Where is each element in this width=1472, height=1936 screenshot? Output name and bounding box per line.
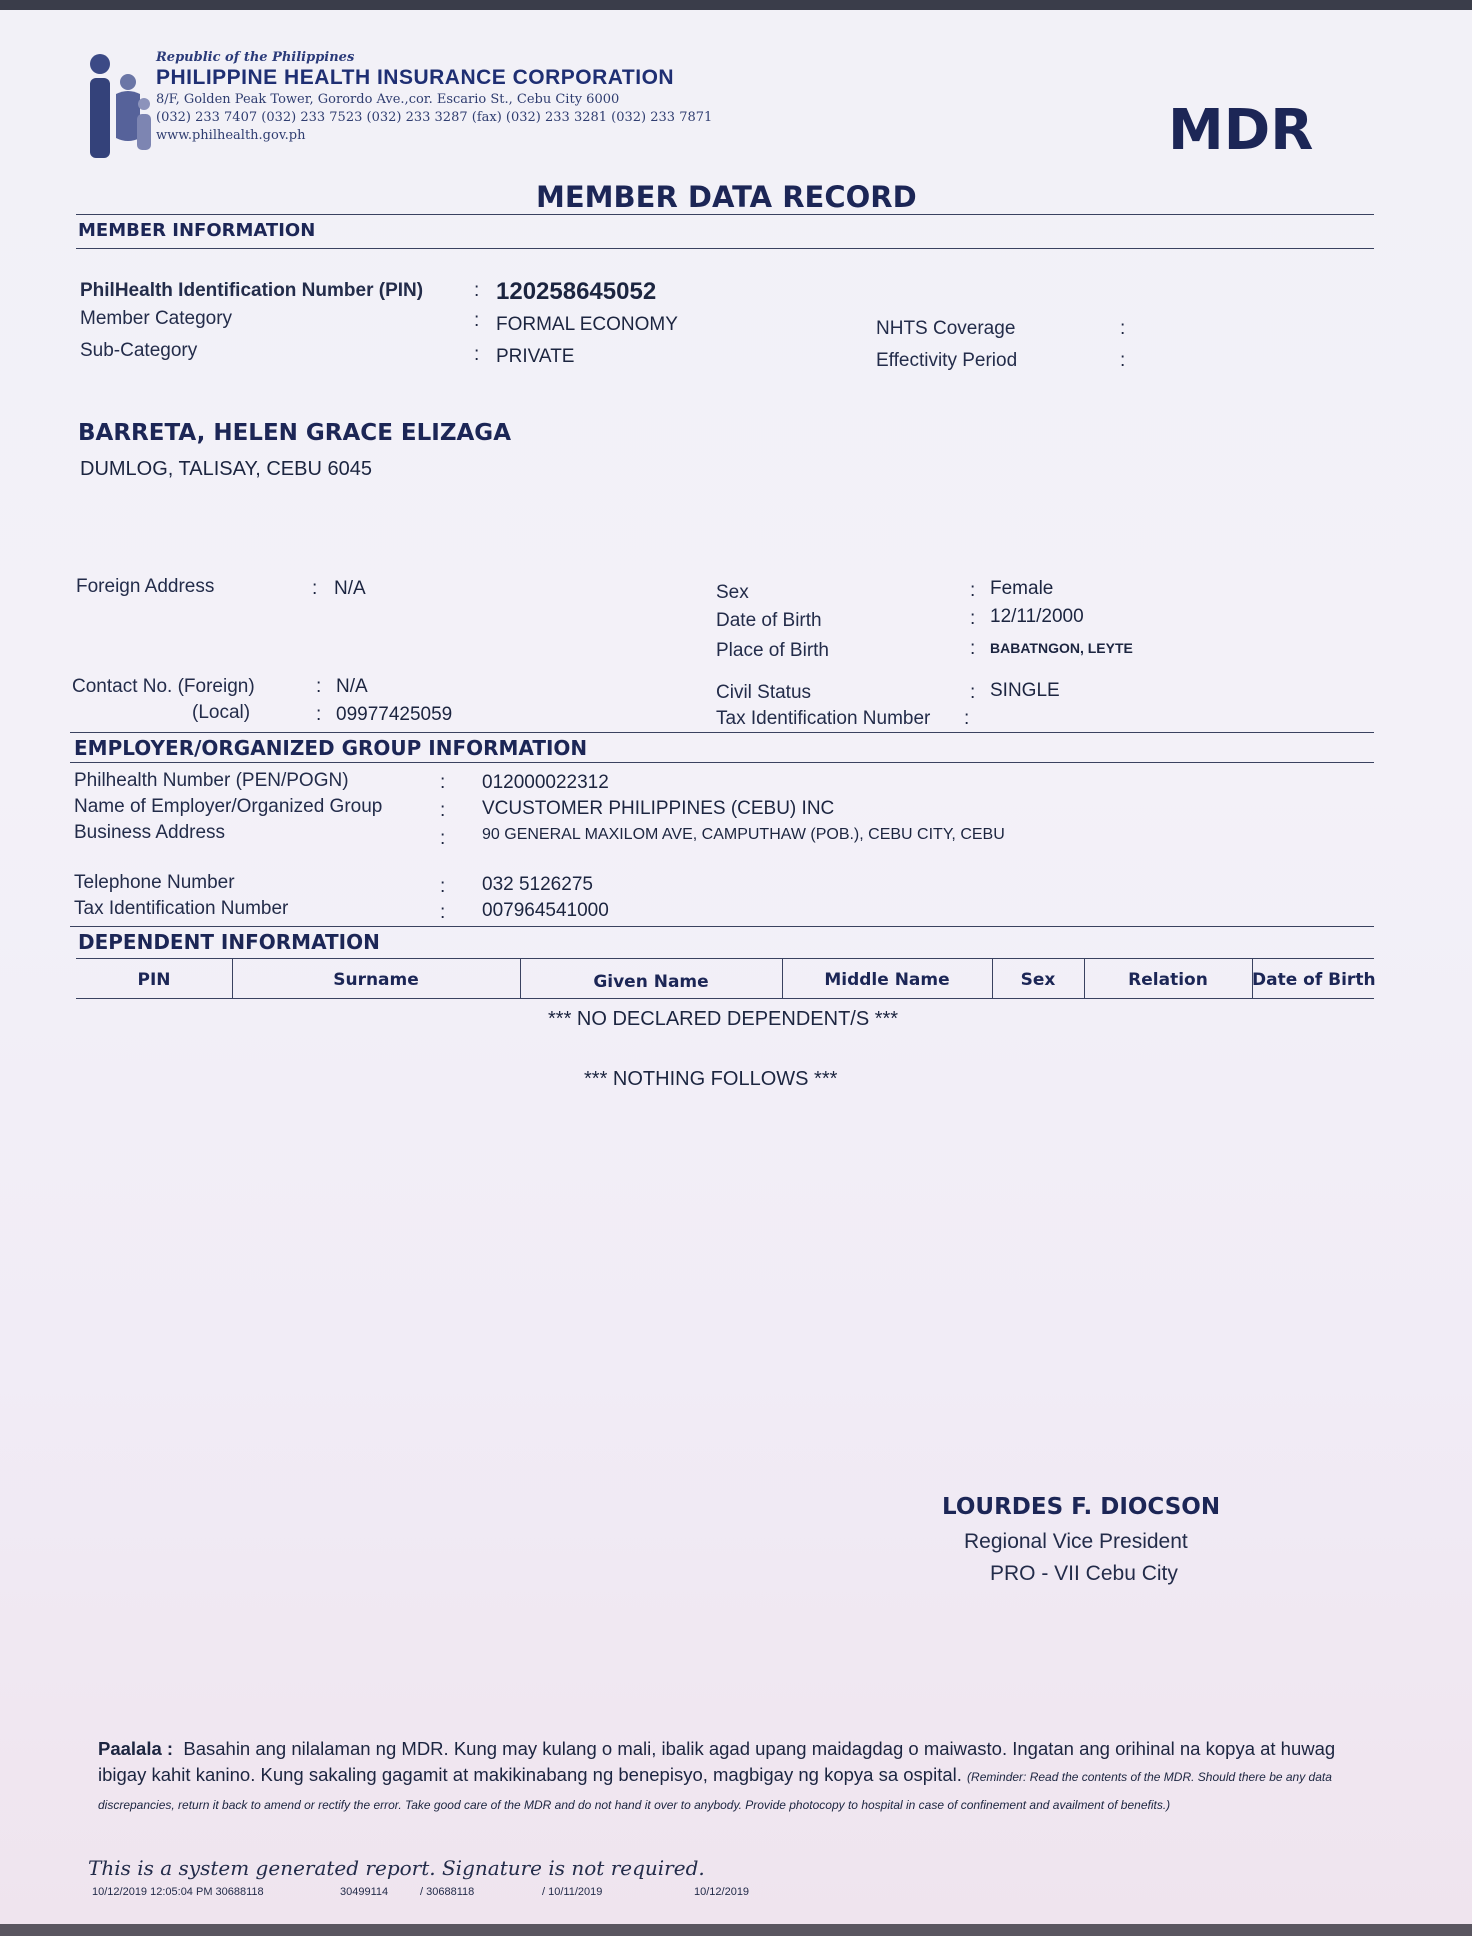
member-tin-label: Tax Identification Number [716, 708, 931, 729]
colon: : [440, 772, 446, 793]
table-border [76, 958, 1374, 959]
column-header-pin: PIN [137, 970, 171, 990]
trace-date: 10/12/2019 [694, 1886, 750, 1898]
colon: : [440, 800, 446, 821]
trace-timestamp: 10/12/2019 12:05:04 PM 30688118 [92, 1886, 264, 1898]
colon: : [970, 608, 976, 629]
foreign-address-value: N/A [334, 578, 366, 599]
column-header-sex: Sex [1020, 970, 1056, 990]
dob-value: 12/11/2000 [990, 606, 1084, 627]
column-header-date-of-birth: Date of Birth [1252, 970, 1376, 990]
colon: : [316, 676, 322, 697]
telephone-label: Telephone Number [74, 872, 235, 893]
civil-status-value: SINGLE [990, 680, 1060, 701]
signatory-office: PRO - VII Cebu City [990, 1562, 1178, 1585]
sex-label: Sex [716, 582, 749, 603]
divider [70, 762, 1374, 763]
colon: : [474, 280, 480, 301]
corporation-address: 8/F, Golden Peak Tower, Gorordo Ave.,cor. Escario St., Cebu City 6000 [156, 92, 620, 107]
colon: : [1120, 350, 1126, 371]
member-category-value: FORMAL ECONOMY [496, 314, 678, 335]
table-border [76, 998, 1374, 999]
colon: : [312, 578, 318, 599]
divider [70, 732, 1374, 733]
pob-label: Place of Birth [716, 640, 829, 661]
nhts-label: NHTS Coverage [876, 318, 1016, 339]
reminder-label: Paalala : [98, 1738, 174, 1759]
member-category-label: Member Category [80, 308, 233, 329]
colon: : [474, 344, 480, 365]
divider [70, 926, 1374, 927]
reminder-note [98, 1736, 1376, 1818]
column-header-middle-name: Middle Name [824, 970, 950, 990]
colon: : [964, 708, 970, 729]
civil-status-label: Civil Status [716, 682, 812, 703]
pob-value: BABATNGON, LEYTE [990, 640, 1133, 656]
trace-code: 30499114 [340, 1886, 389, 1898]
reminder-text: Basahin ang nilalaman ng MDR. Kung may kulang o mali, ibalik agad upang maidagdag o maiwasto. Ingatan ang orihinal na kopya at huwag ibigay kahit kanino. Kung sakaling gagamit at makikinabang ng benepisyo, magbigay ng kopya sa ospital. [98, 1738, 1336, 1785]
telephone-value: 032 5126275 [482, 874, 593, 895]
scan-bottom-edge [0, 1924, 1472, 1936]
corporation-name: PHILIPPINE HEALTH INSURANCE CORPORATION [156, 66, 675, 89]
employer-tin-value: 007964541000 [482, 900, 609, 921]
business-address-label: Business Address [74, 822, 226, 843]
republic-line: Republic of the Philippines [156, 50, 355, 65]
reminder-english: (Reminder: Read the contents of the MDR. Should there be any data discrepancies, return it back to amend or rectify the error. Take good care of the MDR and do not hand it over to anybody. Provide photocopy to hospital in case of confinement and availment of benefits.) [98, 1770, 1332, 1812]
colon: : [474, 310, 480, 331]
employer-tin-label: Tax Identification Number [74, 898, 289, 919]
employer-name-value: VCUSTOMER PHILIPPINES (CEBU) INC [482, 798, 835, 819]
contact-foreign-label: Contact No. (Foreign) [72, 676, 255, 697]
member-address: DUMLOG, TALISAY, CEBU 6045 [80, 458, 372, 480]
divider [76, 248, 1374, 249]
colon: : [1120, 318, 1126, 339]
contact-local-label: (Local) [192, 702, 251, 723]
pen-label: Philhealth Number (PEN/POGN) [74, 770, 349, 791]
sub-category-label: Sub-Category [80, 340, 198, 361]
corporation-website: www.philhealth.gov.ph [156, 128, 306, 143]
colon: : [440, 902, 446, 923]
system-generated-note: This is a system generated report. Signature is not required. [88, 1856, 705, 1880]
foreign-address-label: Foreign Address [76, 576, 215, 597]
no-dependents-message: *** NO DECLARED DEPENDENT/S *** [548, 1008, 899, 1030]
colon: : [440, 828, 446, 849]
pin-value: 120258645052 [496, 278, 657, 305]
nothing-follows-message: *** NOTHING FOLLOWS *** [584, 1068, 838, 1090]
philhealth-logo-icon [86, 52, 156, 162]
business-address-value: 90 GENERAL MAXILOM AVE, CAMPUTHAW (POB.), CEBU CITY, CEBU [482, 826, 1005, 843]
colon: : [970, 638, 976, 659]
column-header-relation: Relation [1128, 970, 1208, 990]
colon: : [970, 580, 976, 601]
pin-label: PhilHealth Identification Number (PIN) [80, 280, 424, 301]
sex-value: Female [990, 578, 1054, 599]
mdr-badge: MDR [1168, 98, 1314, 163]
trace-code: / 30688118 [420, 1886, 475, 1898]
scan-top-edge [0, 0, 1472, 10]
signatory-position: Regional Vice President [964, 1530, 1188, 1553]
colon: : [316, 704, 322, 725]
employer-section-title: EMPLOYER/ORGANIZED GROUP INFORMATION [74, 736, 588, 760]
contact-foreign-value: N/A [336, 676, 368, 697]
document-title: MEMBER DATA RECORD [536, 180, 917, 214]
dependent-section-title: DEPENDENT INFORMATION [78, 930, 380, 954]
pen-value: 012000022312 [482, 772, 609, 793]
corporation-phones: (032) 233 7407 (032) 233 7523 (032) 233 3287 (fax) (032) 233 3281 (032) 233 7871 [156, 110, 713, 125]
signatory-name: LOURDES F. DIOCSON [942, 1494, 1221, 1520]
column-header-given-name: Given Name [593, 972, 709, 992]
colon: : [440, 876, 446, 897]
colon: : [970, 682, 976, 703]
trace-date: / 10/11/2019 [542, 1886, 603, 1898]
employer-name-label: Name of Employer/Organized Group [74, 796, 383, 817]
divider [76, 214, 1374, 215]
member-section-title: MEMBER INFORMATION [78, 220, 316, 241]
member-name: BARRETA, HELEN GRACE ELIZAGA [78, 420, 511, 446]
sub-category-value: PRIVATE [496, 346, 575, 367]
dob-label: Date of Birth [716, 610, 822, 631]
contact-local-value: 09977425059 [336, 704, 453, 725]
effectivity-label: Effectivity Period [876, 350, 1018, 371]
column-header-surname: Surname [333, 970, 419, 990]
